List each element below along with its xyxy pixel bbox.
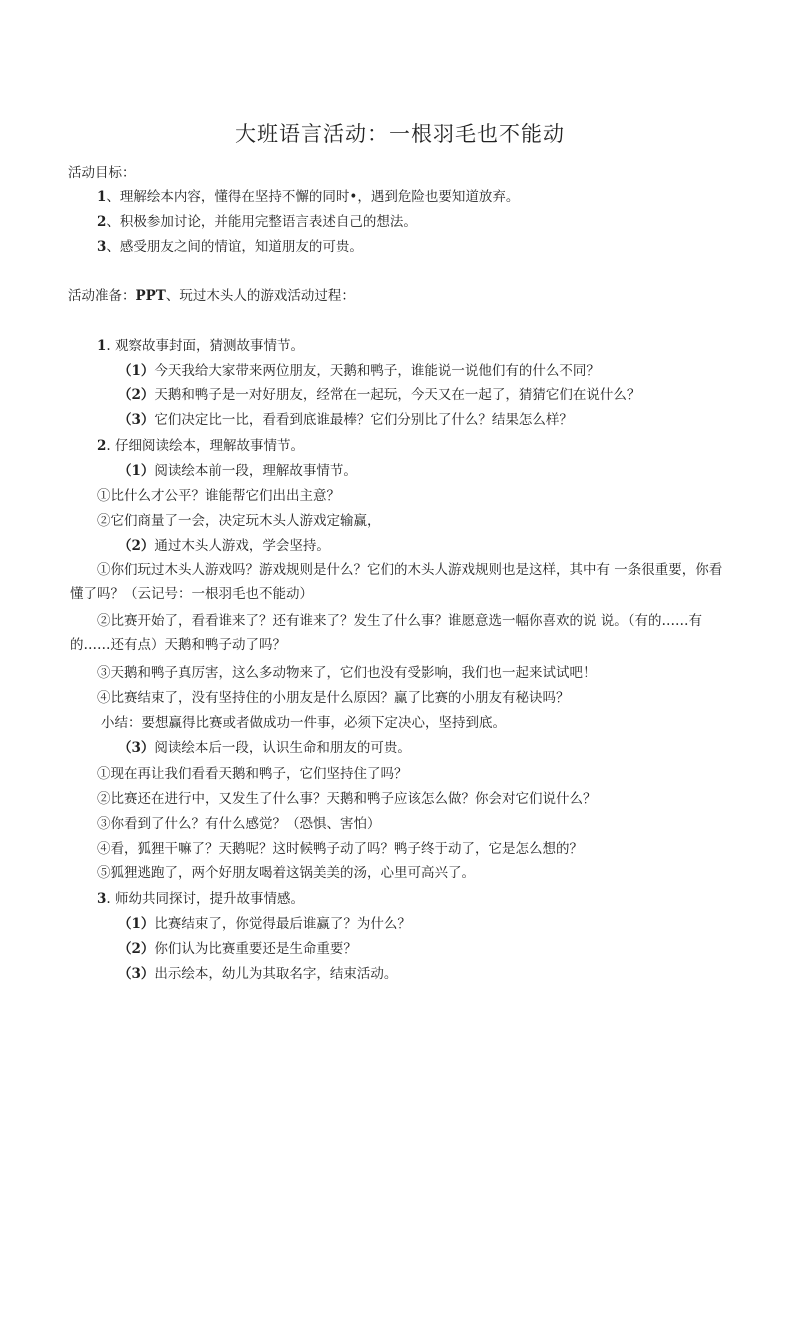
question-number: （2） [118,941,155,957]
part-number: （2） [118,538,155,554]
question-text: 今天我给大家带来两位朋友，天鹅和鸭子，谁能说一说他们有的什么不同？ [154,363,600,379]
step-text: . 观察故事封面，猜测故事情节。 [106,338,304,354]
question-text: 它们决定比一比，看看到底谁最棒？它们分别比了什么？结果怎么样？ [154,412,573,428]
prep-line [68,287,355,305]
step-3-question-2 [118,940,357,958]
step-2-part-1 [118,462,357,480]
step-1-question-1 [118,362,600,380]
goal-number: 1 [97,189,107,205]
step-2-part-1-item-a: ①比什么才公平？谁能帮它们出出主意？ [97,488,340,504]
step-2-heading [97,437,304,455]
question-number: （2） [118,387,155,403]
part-text: 阅读绘本前一段，理解故事情节。 [154,463,357,479]
page-title: 大班语言活动：一根羽毛也不能动 [235,122,565,146]
step-1-heading [97,337,304,355]
prep-ppt: PPT [135,288,166,304]
step-3-question-1 [118,915,411,933]
prep-rest: 、玩过木头人的游戏活动过程： [165,288,355,304]
step-2-part-2 [118,537,330,555]
step-number: 2 [97,438,107,454]
question-number: （1） [118,916,155,932]
goal-text: 、积极参加讨论，并能用完整语言表述自己的想法。 [106,214,417,230]
question-text: 天鹅和鸭子是一对好朋友，经常在一起玩，今天又在一起了，猜猜它们在说什么？ [154,387,641,403]
question-text: 出示绘本，幼儿为其取名字，结束活动。 [154,966,398,982]
step-text: . 仔细阅读绘本，理解故事情节。 [106,438,304,454]
part-number: （3） [118,740,155,756]
step-1-question-3 [118,411,573,429]
step-2-part-2-item-c: ③天鹅和鸭子真厉害，这么多动物来了，它们也没有受影响，我们也一起来试试吧！ [97,665,597,681]
step-2-part-3-item-e: ⑤狐狸逃跑了，两个好朋友喝着这锅美美的汤，心里可高兴了。 [97,865,475,881]
goal-number: 2 [97,214,107,230]
goal-number: 3 [97,239,107,255]
step-number: 1 [97,338,107,354]
step-2-part-2-item-d: ④比赛结束了，没有坚持住的小朋友是什么原因？赢了比赛的小朋友有秘诀吗？ [97,690,570,706]
goal-text: 、理解绘本内容，懂得在坚持不懈的同时•，遇到危险也要知道放弃。 [106,189,520,205]
step-3-question-3 [118,965,397,983]
goal-item-1 [97,188,519,206]
question-text: 你们认为比赛重要还是生命重要？ [154,941,357,957]
step-2-part-3-item-d: ④看，狐狸干嘛了？天鹅呢？这时候鸭子动了吗？鸭子终于动了，它是怎么想的？ [97,841,583,857]
step-2-part-3-item-c: ③你看到了什么？有什么感觉？（恐惧、害怕） [97,816,381,832]
step-2-part-2-item-a: ①你们玩过木头人游戏吗？游戏规则是什么？它们的木头人游戏规则也是这样，其中有 一条很重要，你看懂了吗？（云记号：一根羽毛也不能动） [70,562,723,602]
step-3-heading [97,890,304,908]
goal-item-3 [97,238,363,256]
step-2-part-1-item-b: ②它们商量了一会，决定玩木头人游戏定输赢， [97,513,381,529]
step-text: . 师幼共同探讨，提升故事情感。 [106,891,304,907]
part-text: 通过木头人游戏，学会坚持。 [154,538,330,554]
part-number: （1） [118,463,155,479]
goals-heading: 活动目标： [68,165,136,181]
step-2-part-3-item-b: ②比赛还在进行中，又发生了什么事？天鹅和鸭子应该怎么做？你会对它们说什么？ [97,791,597,807]
prep-prefix: 活动准备： [68,288,136,304]
step-number: 3 [97,891,107,907]
question-number: （3） [118,966,155,982]
step-2-summary: 小结：要想赢得比赛或者做成功一件事，必须下定决心，坚持到底。 [101,715,506,731]
goal-text: 、感受朋友之间的情谊，知道朋友的可贵。 [106,239,363,255]
step-2-part-3 [118,739,411,757]
step-1-question-2 [118,386,640,404]
goal-item-2 [97,213,417,231]
question-text: 比赛结束了，你觉得最后谁赢了？为什么？ [154,916,411,932]
step-2-part-2-item-b: ②比赛开始了，看看谁来了？还有谁来了？发生了什么事？谁愿意选一幅你喜欢的说 说。（有的……有的……还有点）天鹅和鸭子动了吗？ [70,613,703,653]
part-text: 阅读绘本后一段，认识生命和朋友的可贵。 [154,740,411,756]
question-number: （3） [118,412,155,428]
question-number: （1） [118,363,155,379]
step-2-part-3-item-a: ①现在再让我们看看天鹅和鸭子，它们坚持住了吗？ [97,766,408,782]
